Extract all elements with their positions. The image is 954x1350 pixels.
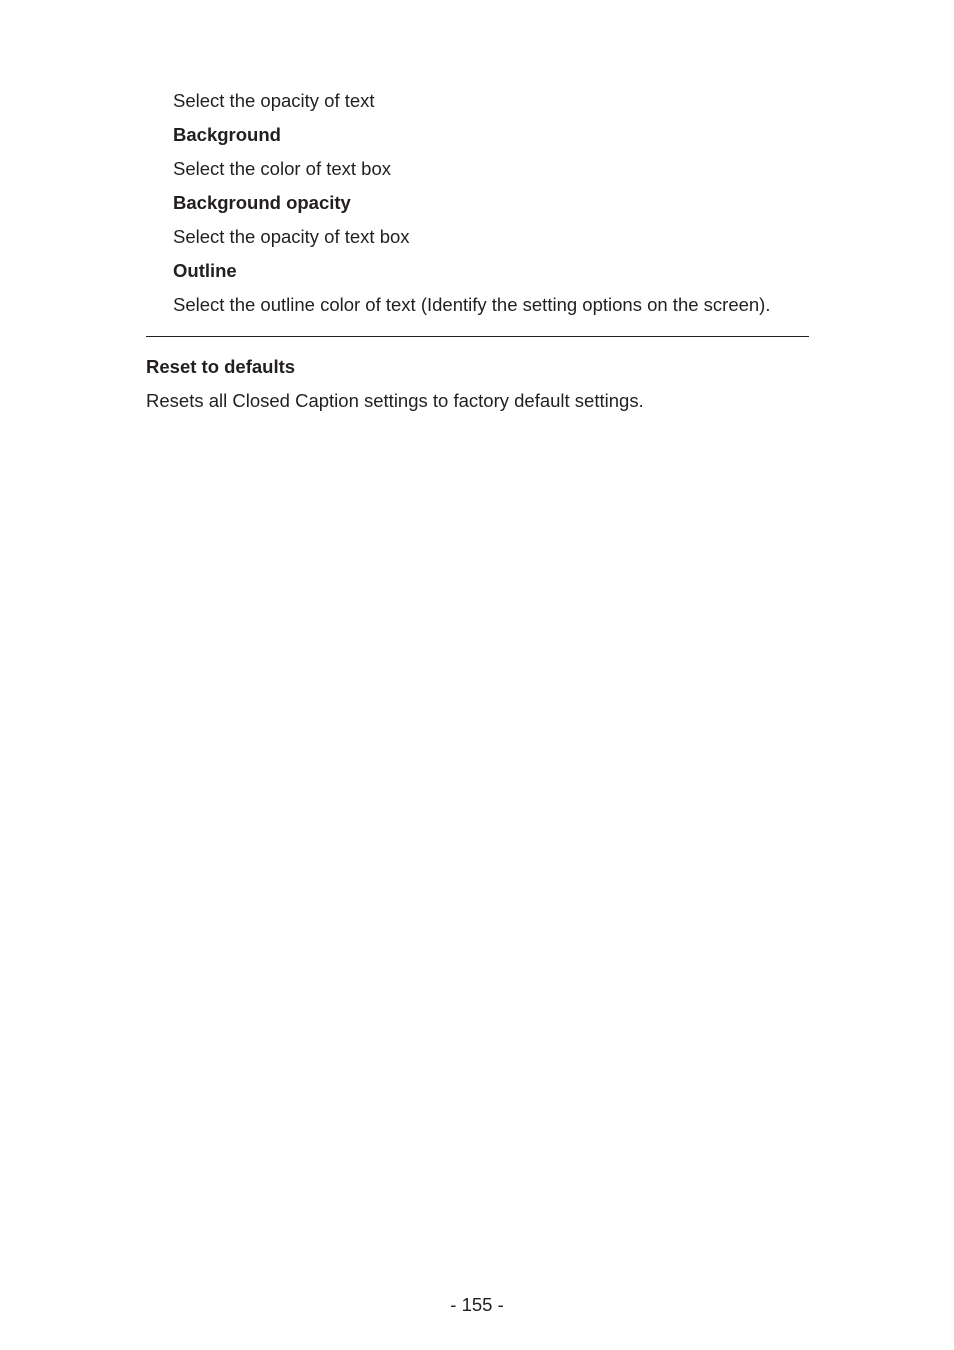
background-heading: Background	[173, 124, 281, 145]
outline-description: Select the outline color of text (Identify the setting options on the screen).	[173, 294, 771, 315]
background-opacity-heading: Background opacity	[173, 192, 351, 213]
reset-to-defaults-heading: Reset to defaults	[146, 356, 296, 377]
outline-heading: Outline	[173, 260, 237, 281]
opacity-of-text-description: Select the opacity of text	[173, 90, 375, 111]
background-opacity-description: Select the opacity of text box	[173, 226, 410, 247]
page-number: - 155 -	[450, 1294, 504, 1315]
reset-to-defaults-description: Resets all Closed Caption settings to factory default settings.	[146, 390, 644, 411]
section-divider	[146, 336, 809, 337]
background-description: Select the color of text box	[173, 158, 392, 179]
